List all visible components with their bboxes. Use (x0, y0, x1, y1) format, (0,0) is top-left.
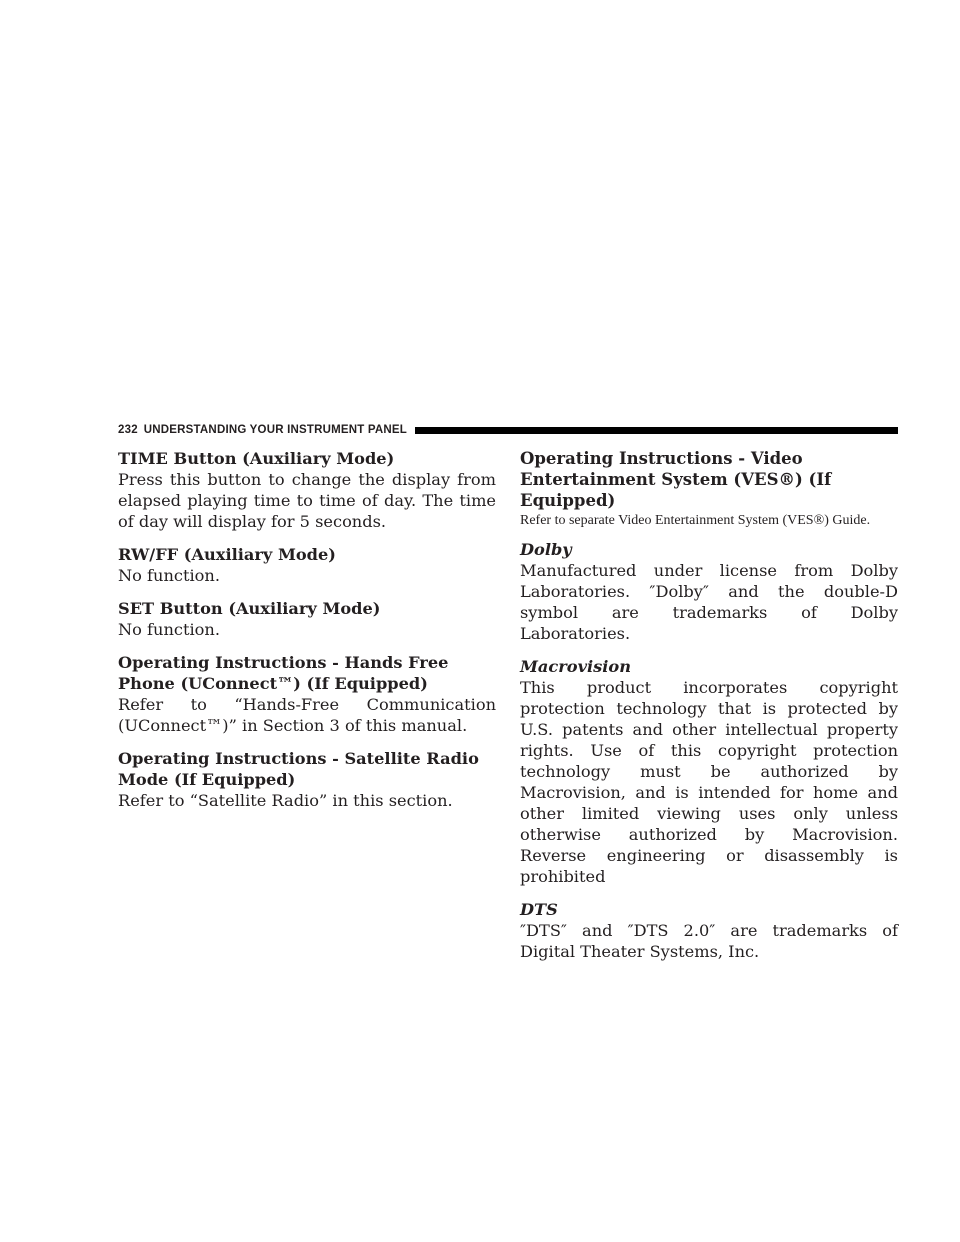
satellite-radio-heading: Operating Instructions - Satellite Radio Mode (If Equipped) (118, 749, 479, 789)
dolby-heading: Dolby (520, 540, 572, 559)
time-button-heading: TIME Button (Auxiliary Mode) (118, 449, 395, 468)
macrovision-body: This product incorporates copyright protection technology that is protected by U.S. patents and other intellectual property rights. Use of this copyright protection technology must be authorized by Macrovision, and is intended for home and other limited viewing uses only unless otherwise authorized by Macrovision. Reverse engineering or disassembly is prohibited (520, 678, 898, 886)
section-title: UNDERSTANDING YOUR INSTRUMENT PANEL (143, 424, 407, 436)
rwff-body: No function. (118, 566, 220, 585)
hands-free-phone-body: Refer to “Hands-Free Communication (UConnect™)” in Section 3 of this manual. (118, 695, 496, 735)
dts-body: ″DTS″ and ″DTS 2.0″ are trademarks of Digital Theater Systems, Inc. (520, 921, 898, 961)
satellite-radio-body: Refer to “Satellite Radio” in this section. (118, 791, 453, 810)
page-header (118, 424, 898, 436)
left-column (118, 448, 496, 811)
page-number: 232 (118, 424, 138, 436)
right-column (520, 448, 898, 962)
dolby-body: Manufactured under license from Dolby Laboratories. ″Dolby″ and the double-D symbol are trademarks of Dolby Laboratories. (520, 561, 898, 643)
set-button-heading: SET Button (Auxiliary Mode) (118, 599, 381, 618)
time-button-body: Press this button to change the display from elapsed playing time to time of day. The time of day will display for 5 seconds. (118, 470, 496, 531)
set-button-body: No function. (118, 620, 220, 639)
hands-free-phone-heading: Operating Instructions - Hands Free Phone (UConnect™) (If Equipped) (118, 653, 449, 693)
macrovision-heading: Macrovision (520, 657, 631, 676)
header-rule (415, 427, 898, 434)
dts-heading: DTS (520, 900, 558, 919)
rwff-heading: RW/FF (Auxiliary Mode) (118, 545, 336, 564)
video-entertainment-body: Refer to separate Video Entertainment System (VES®) Guide. (520, 513, 871, 528)
video-entertainment-heading: Operating Instructions - Video Entertainment System (VES®) (If Equipped) (520, 449, 832, 510)
